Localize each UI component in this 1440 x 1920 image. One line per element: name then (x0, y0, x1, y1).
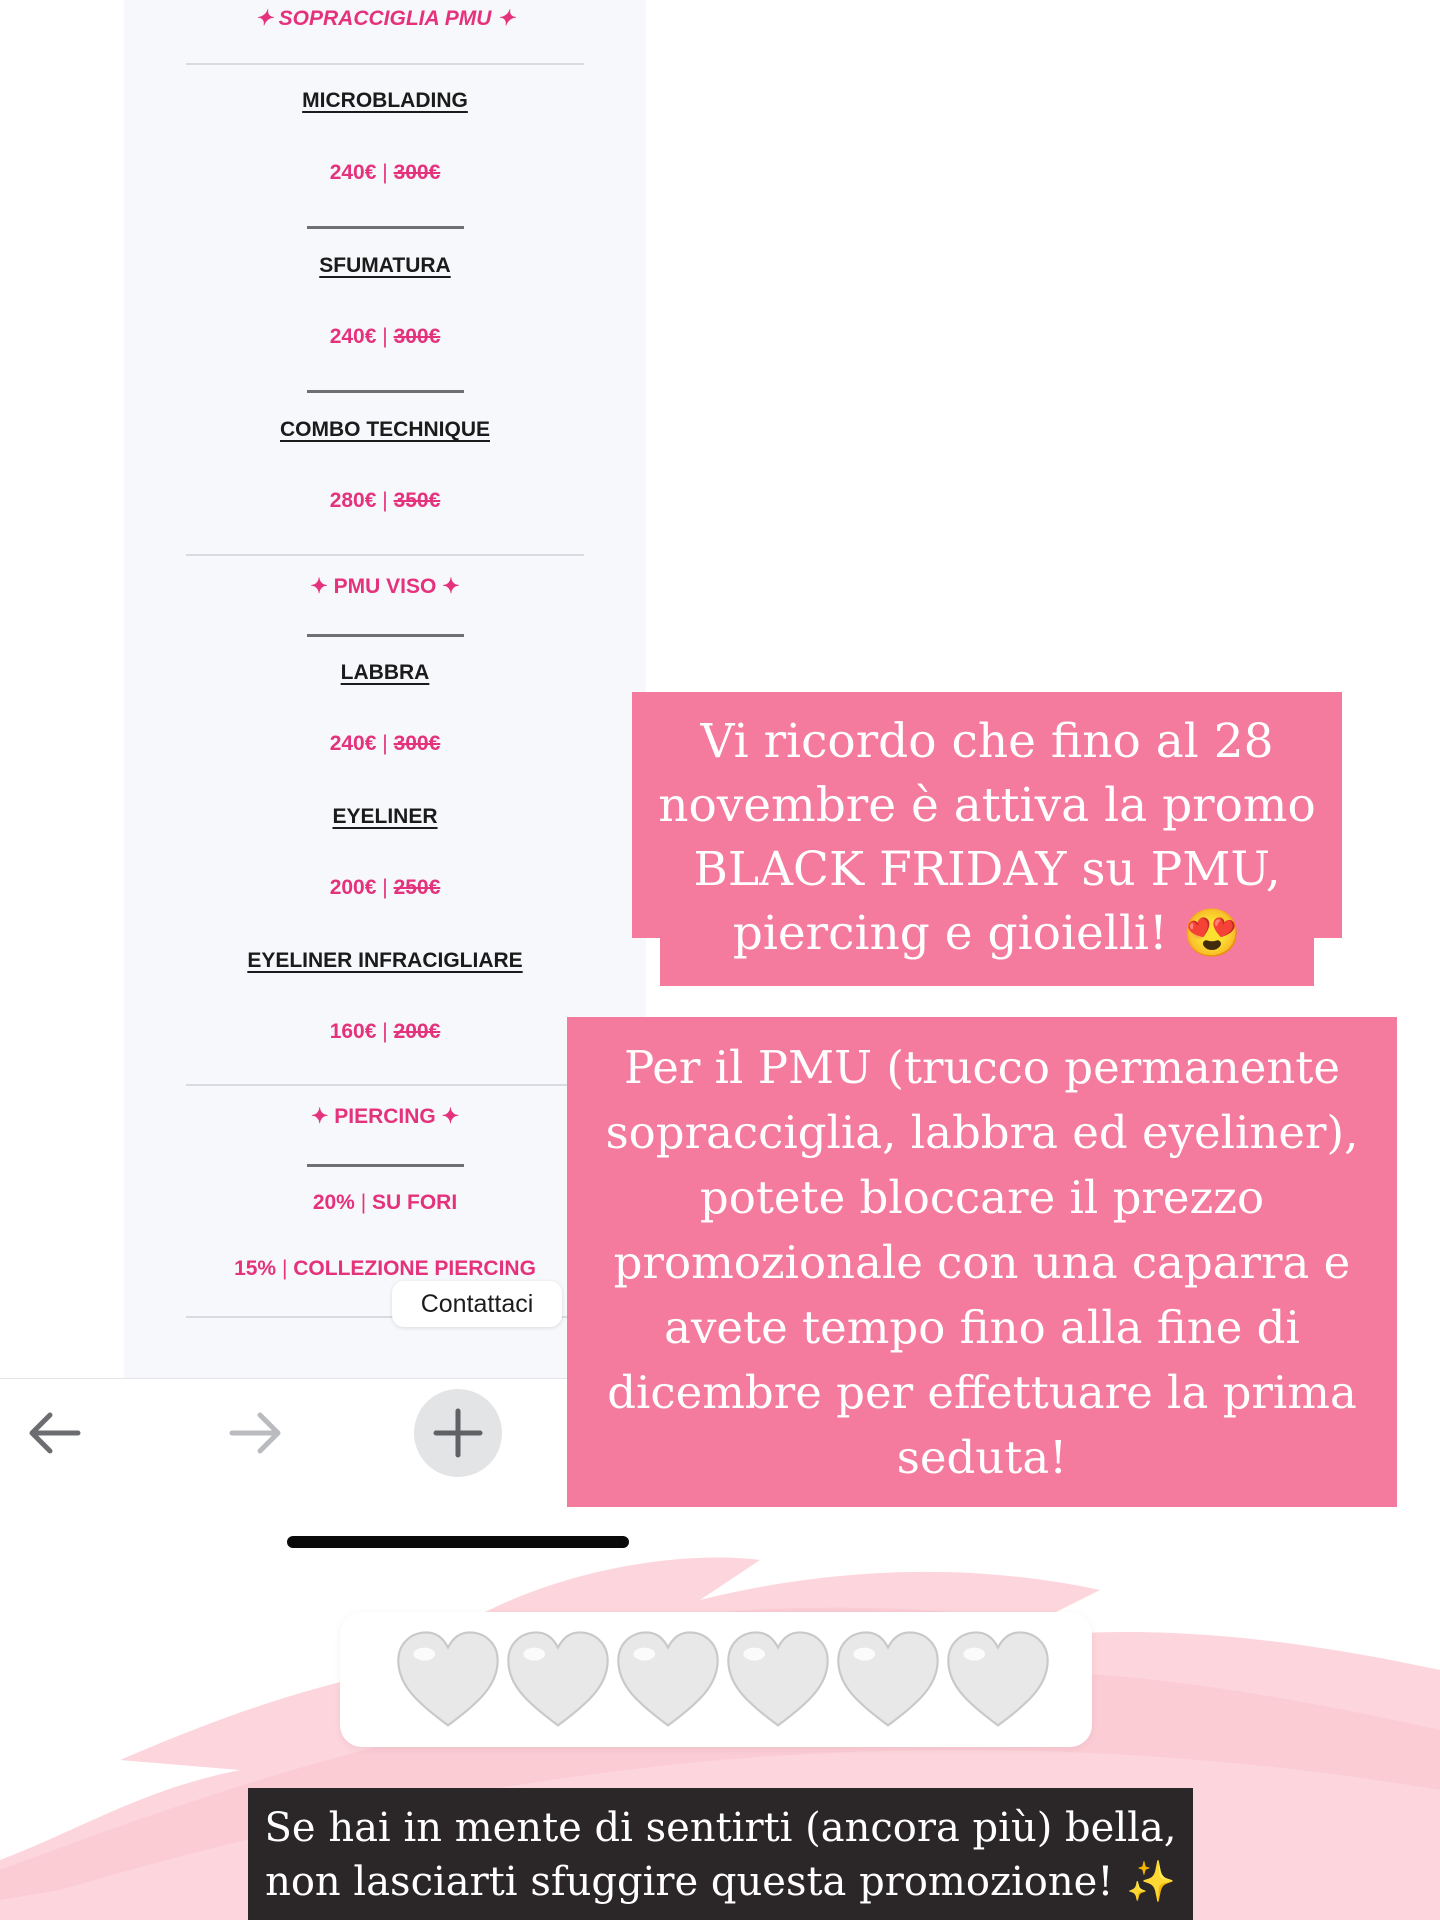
price-eyeliner-infracigliare: 160€ | 200€ (329, 1020, 441, 1043)
divider (307, 390, 464, 393)
divider (186, 63, 584, 65)
story-text-box-cta: Se hai in mente di sentirti (ancora più) bella, non lasciarti sfuggire questa promozione! ✨ (248, 1788, 1193, 1920)
piercing-discount-collezione: 15% | COLLEZIONE PIERCING (234, 1257, 536, 1280)
service-combo-technique: COMBO TECHNIQUE (280, 418, 490, 441)
price-combo-technique: 280€ | 350€ (329, 489, 441, 512)
white-heart-icon (504, 1628, 612, 1732)
white-heart-icon (834, 1628, 942, 1732)
service-eyeliner-infracigliare: EYELINER INFRACIGLIARE (247, 949, 523, 972)
price-labbra: 240€ | 300€ (329, 732, 441, 755)
arrow-left-icon[interactable] (24, 1408, 84, 1458)
story-promo-text: Vi ricordo che fino al 28 novembre è attiva la promo BLACK FRIDAY su PMU, piercing e gioielli! 😍 (658, 714, 1316, 961)
section-title-sopracciglia: ✦ SOPRACCIGLIA PMU ✦ (255, 7, 515, 30)
service-sfumatura: SFUMATURA (319, 254, 451, 277)
divider (307, 226, 464, 229)
service-microblading: MICROBLADING (302, 89, 468, 112)
story-text-box-pmu-info: Per il PMU (trucco permanente sopracciglia, labbra ed eyeliner), potete bloccare il prezzo promozionale con una caparra e avete tempo fino alla fine di dicembre per effettuare la prima seduta! (567, 1017, 1397, 1507)
price-microblading: 240€ | 300€ (329, 161, 441, 184)
section-title-pmu-viso: ✦ PMU VISO ✦ (310, 575, 460, 598)
white-heart-icon (614, 1628, 722, 1732)
divider (186, 1084, 584, 1086)
service-labbra: LABBRA (340, 661, 430, 684)
new-tab-button[interactable] (414, 1389, 502, 1477)
white-heart-icon (394, 1628, 502, 1732)
divider (186, 554, 584, 556)
divider (307, 1164, 464, 1167)
section-title-piercing: ✦ PIERCING ✦ (310, 1105, 460, 1128)
white-heart-icon (724, 1628, 832, 1732)
plus-icon (414, 1389, 502, 1477)
piercing-discount-fori: 20% | SU FORI (312, 1191, 458, 1214)
price-eyeliner: 200€ | 250€ (329, 876, 441, 899)
service-eyeliner: EYELINER (332, 805, 438, 828)
white-heart-icon (944, 1628, 1052, 1732)
price-sfumatura: 240€ | 300€ (329, 325, 441, 348)
divider (307, 634, 464, 637)
arrow-right-icon[interactable] (226, 1408, 286, 1458)
contact-button[interactable]: Contattaci (392, 1281, 562, 1327)
